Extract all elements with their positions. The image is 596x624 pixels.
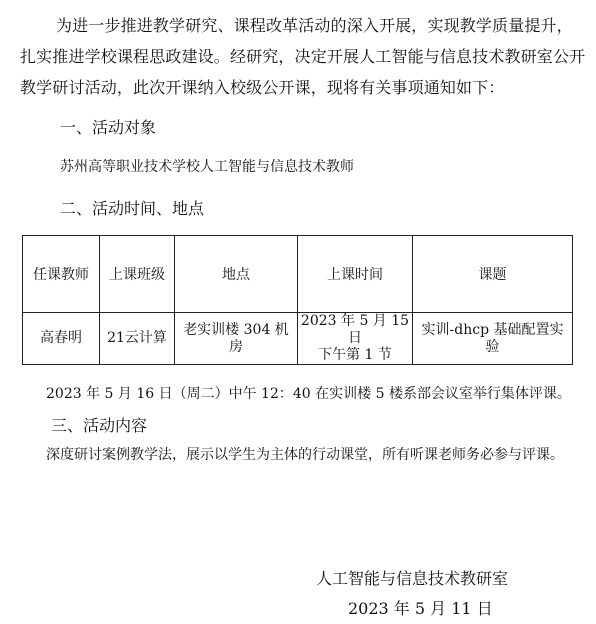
header-location: 地点 xyxy=(175,236,298,313)
header-teacher: 任课教师 xyxy=(23,236,100,313)
cell-time-date: 2023 年 5 月 15 日 xyxy=(300,313,410,346)
cell-location: 老实训楼 304 机房 xyxy=(175,313,298,365)
section-heading-target: 一、活动对象 xyxy=(60,118,157,137)
signoff-date: 2023 年 5 月 11 日 xyxy=(348,599,493,618)
table-row xyxy=(23,313,573,365)
table-header-row xyxy=(23,236,573,313)
cell-time-period: 下午第 1 节 xyxy=(318,347,392,363)
cell-topic: 实训-dhcp 基础配置实验 xyxy=(413,313,573,365)
cell-time xyxy=(298,313,413,365)
header-class: 上课班级 xyxy=(100,236,175,313)
cell-class: 21云计算 xyxy=(100,313,175,365)
signoff-department: 人工智能与信息技术教研室 xyxy=(316,569,509,588)
review-note: 2023 年 5 月 16 日（周二）中午 12：40 在实训楼 5 楼系部会议室举行集体评课。 xyxy=(46,386,571,402)
activity-content-text: 深度研讨案例教学法，展示以学生为主体的行动课堂，所有听课老师务必参与评课。 xyxy=(46,447,564,463)
section-heading-time-place: 二、活动时间、地点 xyxy=(60,199,205,218)
cell-teacher: 高春明 xyxy=(23,313,100,365)
section-heading-content: 三、活动内容 xyxy=(51,416,148,435)
intro-paragraph: 为进一步推进教学研究、课程改革活动的深入开展，实现教学质量提升，扎实推进学校课程思政建设。经研究，决定开展人工智能与信息技术教研室公开教学研讨活动，此次开课纳入校级公开课，现将有关事项通知如下： xyxy=(20,16,586,97)
target-audience-text: 苏州高等职业技术学校人工智能与信息技术教师 xyxy=(60,159,354,175)
schedule-table xyxy=(22,235,573,365)
header-time: 上课时间 xyxy=(298,236,413,313)
header-topic: 课题 xyxy=(413,236,573,313)
